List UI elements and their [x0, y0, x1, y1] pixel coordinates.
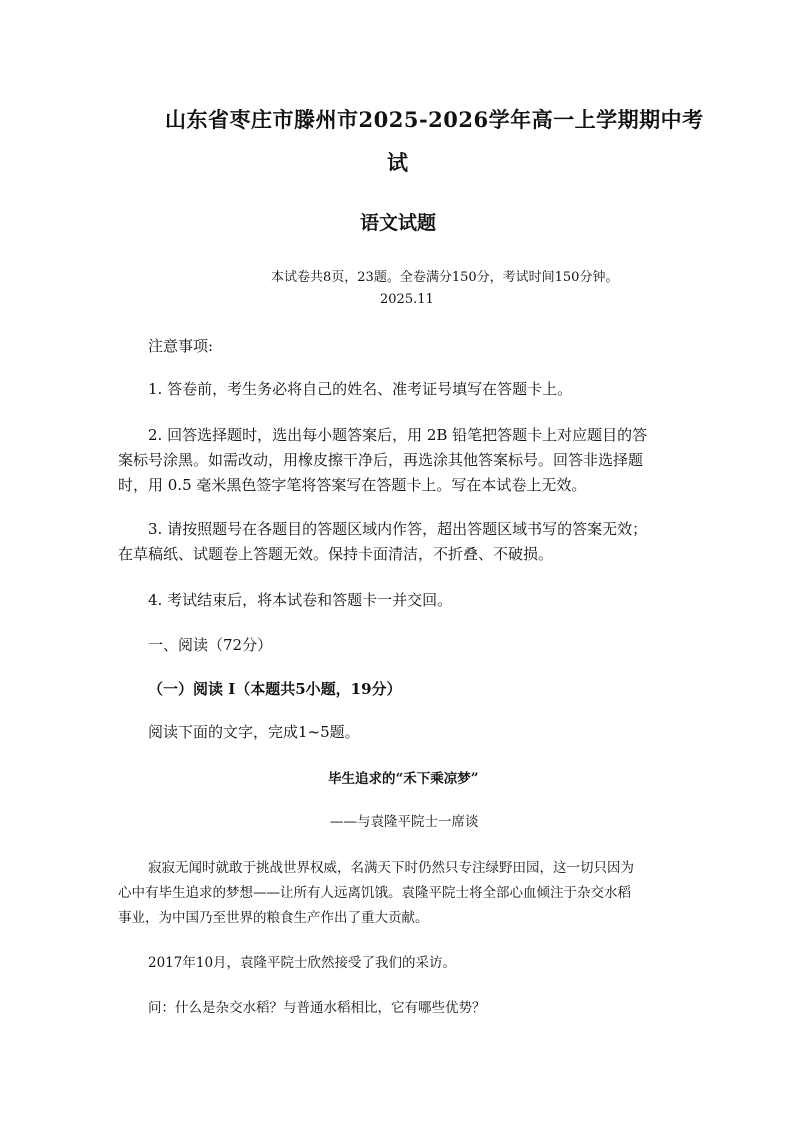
exam-title-line1: 山东省枣庄市滕州市2025-2026学年高一上学期期中考 [165, 107, 704, 132]
exam-title-line2: 试 [387, 150, 409, 175]
note-3-line2: 在草稿纸、试题卷上答题无效。保持卡面清洁，不折叠、不破损。 [118, 545, 554, 563]
notes-heading: 注意事项: [148, 337, 214, 355]
section-part1: 一、阅读（72分） [148, 636, 273, 654]
note-3-line1: 3. 请按照题号在各题目的答题区域内作答，超出答题区域书写的答案无效； [148, 520, 648, 538]
note-2-line2: 案标号涂黑。如需改动，用橡皮擦干净后，再选涂其他答案标号。回答非选择题 [118, 451, 644, 469]
passage-para1-line2: 心中有毕生追求的梦想——让所有人远离饥饿。袁隆平院士将全部心血倾注于杂交水稻 [118, 885, 631, 901]
subject-title: 语文试题 [360, 212, 437, 234]
note-2-line3: 时，用 0.5 毫米黑色签字笔将答案写在答题卡上。写在本试卷上无效。 [118, 476, 587, 494]
passage-subtitle: ——与袁隆平院士一席谈 [330, 814, 479, 830]
passage-para1-line3: 事业，为中国乃至世界的粮食生产作出了重大贡献。 [118, 910, 429, 926]
exam-meta: 本试卷共8页，23题。全卷满分150分，考试时间150分钟。 [271, 270, 619, 285]
passage-para2: 2017年10月，袁隆平院士欣然接受了我们的采访。 [148, 955, 457, 971]
note-2-line1: 2. 回答选择题时，选出每小题答案后，用 2B 铅笔把答题卡上对应题目的答 [148, 426, 648, 444]
note-4: 4. 考试结束后，将本试卷和答题卡一并交回。 [148, 591, 453, 609]
passage-title: 毕生追求的“禾下乘凉梦” [328, 771, 479, 787]
note-1: 1. 答卷前，考生务必将自己的姓名、准考证号填写在答题卡上。 [148, 380, 573, 398]
passage-para1-line1: 寂寂无闻时就敢于挑战世界权威，名满天下时仍然只专注绿野田园，这一切只因为 [148, 860, 634, 876]
reading-instruction: 阅读下面的文字，完成1~5题。 [148, 723, 360, 741]
passage-question: 问：什么是杂交水稻？与普通水稻相比，它有哪些优势？ [148, 1000, 486, 1016]
exam-date: 2025.11 [380, 292, 434, 307]
reading1-heading: （一）阅读 I（本题共5小题，19分） [148, 680, 402, 698]
